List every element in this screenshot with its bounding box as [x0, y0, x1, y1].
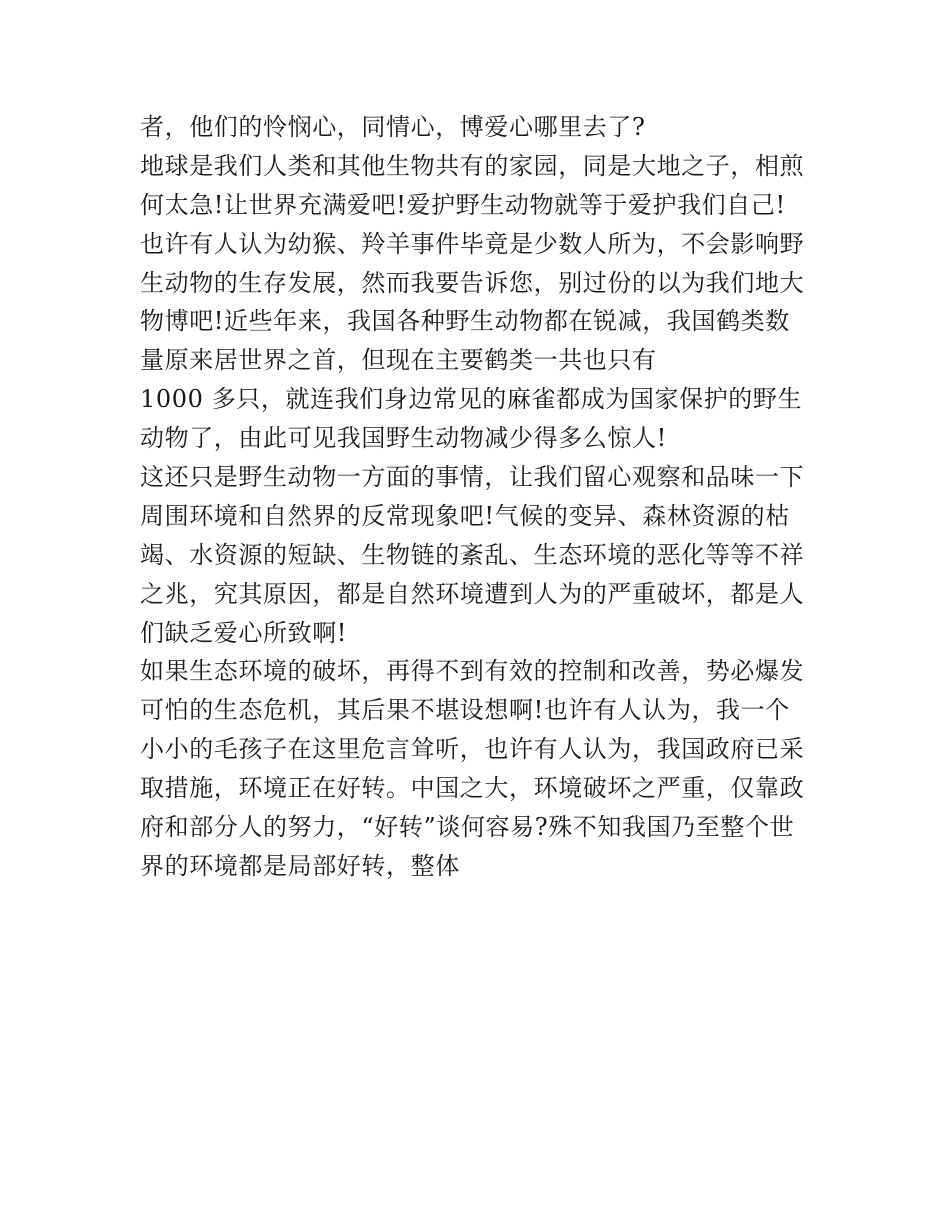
text-line: 生动物的生存发展，然而我要告诉您，别过份的以为我们地大	[140, 268, 805, 297]
text-line: 如果生态环境的破坏，再得不到有效的控制和改善，势必爆发	[140, 657, 805, 686]
text-line: 这还只是野生动物一方面的事情，让我们留心观察和品味一下	[140, 463, 805, 492]
text-line: 界的环境都是局部好转，整体	[140, 851, 460, 880]
text-line: 动物了，由此可见我国野生动物减少得多么惊人!	[140, 424, 667, 453]
text-line: 竭、水资源的短缺、生物链的紊乱、生态环境的恶化等等不祥	[140, 540, 805, 569]
text-line: 量原来居世界之首，但现在主要鹤类一共也只有	[140, 346, 657, 375]
text-line: 们缺乏爱心所致啊!	[140, 618, 348, 647]
text-line: 物博吧!近些年来，我国各种野生动物都在锐减，我国鹤类数	[140, 307, 790, 336]
body-text	[140, 108, 820, 886]
text-line: 周围环境和自然界的反常现象吧!气候的变异、森林资源的枯	[140, 501, 790, 530]
text-line: 之兆，究其原因，都是自然环境遭到人为的严重破坏，都是人	[140, 579, 805, 608]
text-line: 者，他们的怜悯心，同情心，博爱心哪里去了?	[140, 113, 646, 141]
text-line: 何太急!让世界充满爱吧!爱护野生动物就等于爱护我们自己!	[140, 190, 786, 219]
text-line: 府和部分人的努力，“好转”谈何容易?殊不知我国乃至整个世	[140, 813, 795, 842]
text-line: 可怕的生态危机，其后果不堪设想啊!也许有人认为，我一个	[140, 696, 790, 725]
text-line: 小小的毛孩子在这里危言耸听，也许有人认为，我国政府已采	[140, 735, 805, 764]
text-line: 地球是我们人类和其他生物共有的家园，同是大地之子，相煎	[140, 151, 805, 180]
text-line: 1000 多只，就连我们身边常见的麻雀都成为国家保护的野生	[140, 385, 803, 414]
text-line: 取措施，环境正在好转。中国之大，环境破坏之严重，仅靠政	[140, 774, 805, 803]
text-line: 也许有人认为幼猴、羚羊事件毕竟是少数人所为，不会影响野	[140, 229, 805, 258]
